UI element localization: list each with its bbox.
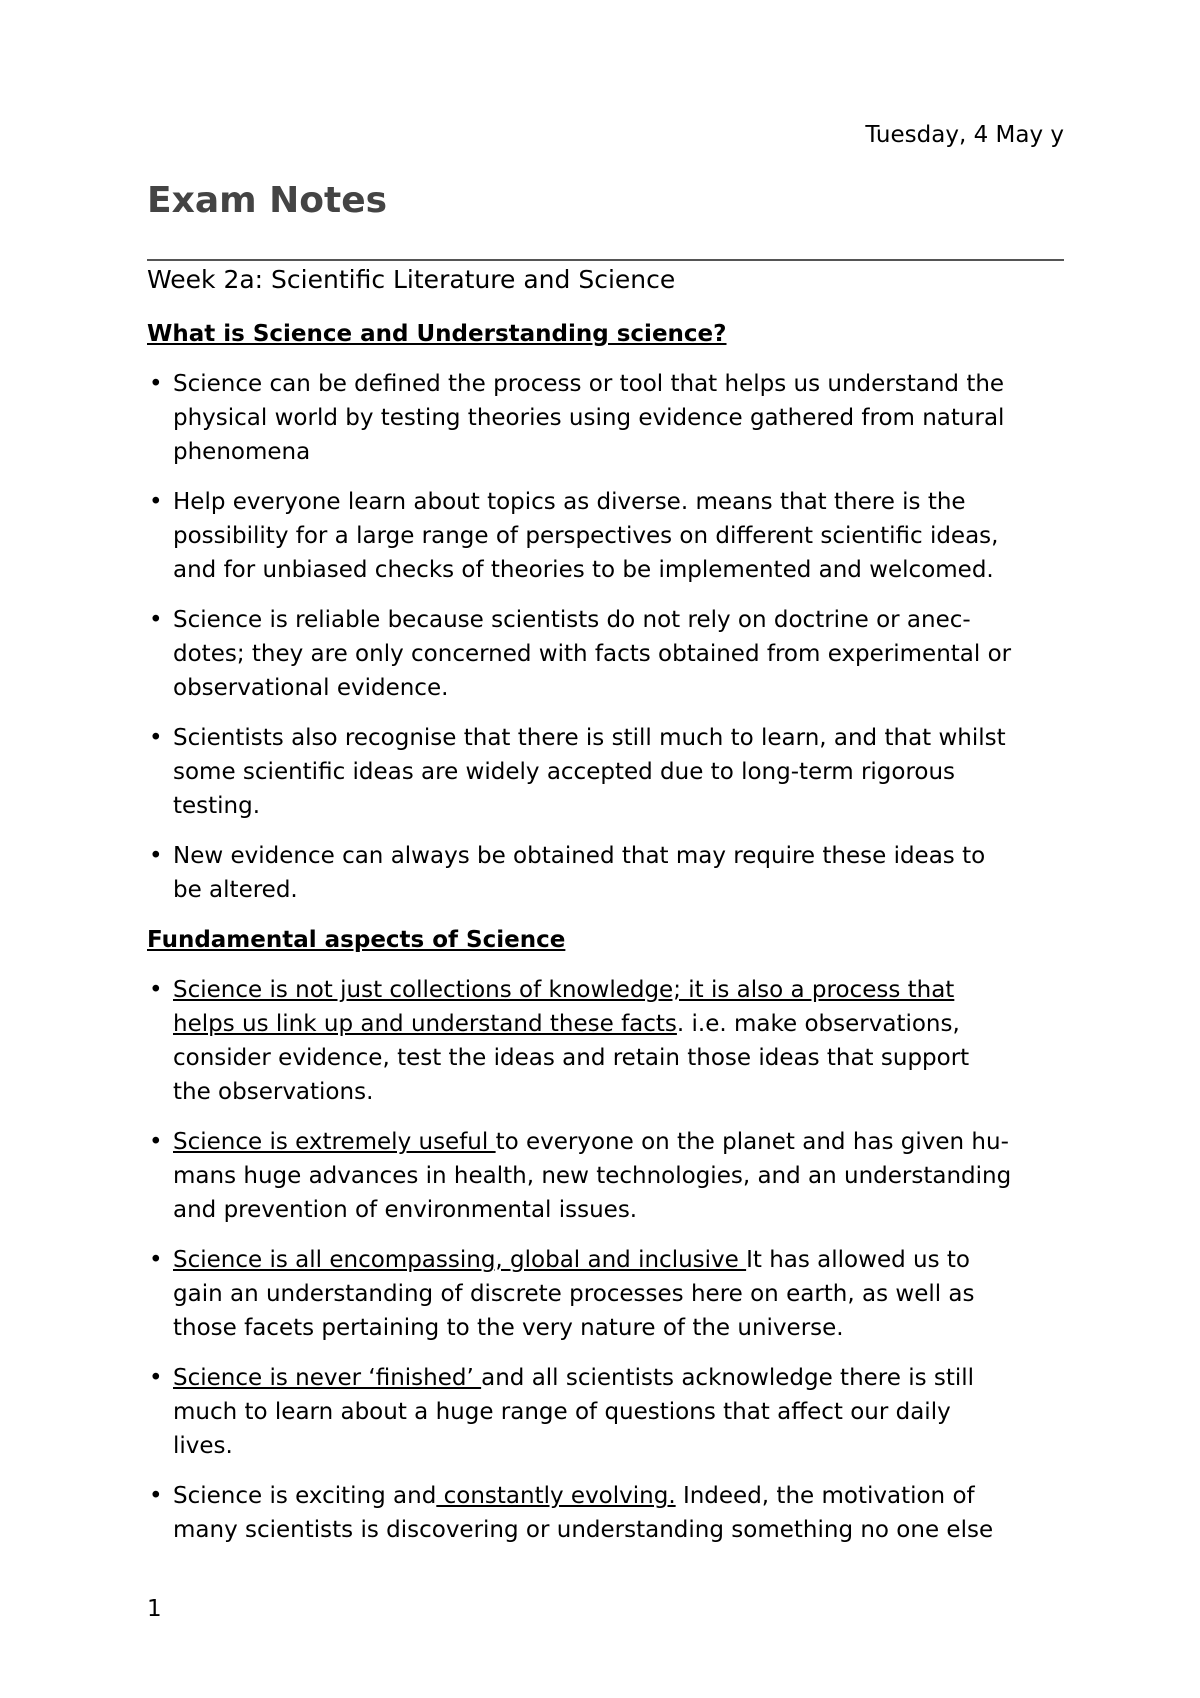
list-item-text-line: some scientific ideas are widely accepted due to long-term rigorous	[173, 759, 956, 785]
text-segment: mans huge advances in health, new technologies, and an understanding	[173, 1163, 1012, 1189]
bullet-point-icon: •	[149, 489, 163, 515]
list-item-text-line: possibility for a large range of perspectives on different scientific ideas,	[173, 523, 999, 549]
bullet-point-icon: •	[149, 1129, 163, 1155]
text-segment: to everyone on the planet and has given hu-	[495, 1129, 1009, 1155]
text-segment: the observations.	[173, 1079, 374, 1105]
bullet-point-icon: •	[149, 607, 163, 633]
bullet-point-icon: •	[149, 725, 163, 751]
list-item-text-line	[173, 1075, 1064, 1109]
list-item-text-line	[173, 1193, 1064, 1227]
text-segment: . i.e. make observations,	[676, 1011, 960, 1037]
underlined-text: constantly evolving.	[436, 1483, 676, 1509]
underlined-text: Science is never ‘finished’	[173, 1365, 482, 1391]
list-item-text-line	[173, 1125, 1064, 1159]
list-item-text-line: observational evidence.	[173, 675, 449, 701]
fundamental-aspects-list	[147, 973, 1064, 1547]
list-item-text-line	[173, 1041, 1064, 1075]
list-item-text-line	[173, 973, 1064, 1007]
bullet-point-icon: •	[149, 371, 163, 397]
text-segment: many scientists is discovering or understanding something no one else	[173, 1517, 994, 1543]
list-item-text-line: Help everyone learn about topics as diverse. means that there is the	[173, 489, 966, 515]
text-segment: It has allowed us to	[746, 1247, 970, 1273]
list-item-text-line	[173, 1243, 1064, 1277]
list-item	[147, 973, 1064, 1109]
list-item-text-line: dotes; they are only concerned with facts obtained from experimental or	[173, 641, 1012, 667]
list-item-text-line	[173, 1007, 1064, 1041]
list-item-text-line: Science can be defined the process or tool that helps us understand the	[173, 371, 1005, 397]
list-item-text-line: and for unbiased checks of theories to be implemented and welcomed.	[173, 557, 994, 583]
list-item-text-line: Scientists also recognise that there is still much to learn, and that whilst	[173, 725, 1006, 751]
list-item-text-line	[173, 1429, 1064, 1463]
list-item-text-line	[173, 1479, 1064, 1513]
list-item	[147, 1125, 1064, 1227]
bullet-point-icon: •	[149, 1247, 163, 1273]
list-item-text-line	[173, 1159, 1064, 1193]
list-item-text-line: New evidence can always be obtained that may require these ideas to	[173, 843, 986, 869]
section-heading-fundamental-aspects: Fundamental aspects of Science	[147, 927, 566, 953]
list-item	[147, 1361, 1064, 1463]
list-item	[147, 839, 1064, 907]
list-item-text-line	[173, 1395, 1064, 1429]
list-item-text-line: physical world by testing theories using evidence gathered from natural	[173, 405, 1005, 431]
underlined-text: helps us link up and understand these facts	[173, 1011, 677, 1037]
list-item-text-line	[173, 1361, 1064, 1395]
underlined-text: Science is not just collections of knowledge; it is also a process that	[173, 977, 955, 1003]
notes-body	[147, 317, 1064, 1563]
text-segment: lives.	[173, 1433, 233, 1459]
list-item	[147, 485, 1064, 587]
section-heading-what-is-science: What is Science and Understanding science?	[147, 321, 727, 347]
list-item	[147, 1243, 1064, 1345]
list-item-text-line	[173, 1513, 1064, 1547]
bullet-point-icon: •	[149, 1483, 163, 1509]
list-item-text-line: testing.	[173, 793, 261, 819]
page-number: 1	[147, 1596, 162, 1622]
document-page	[147, 0, 1064, 1698]
bullet-point-icon: •	[149, 843, 163, 869]
header-date: Tuesday, 4 May y	[865, 122, 1064, 148]
week-heading: Week 2a: Scientific Literature and Science	[147, 265, 676, 294]
text-segment: consider evidence, test the ideas and retain those ideas that support	[173, 1045, 970, 1071]
text-segment: much to learn about a huge range of questions that affect our daily	[173, 1399, 951, 1425]
title-divider	[147, 259, 1064, 261]
list-item-text-line: Science is reliable because scientists do not rely on doctrine or anec-	[173, 607, 971, 633]
list-item	[147, 603, 1064, 705]
list-item	[147, 721, 1064, 823]
bullet-point-icon: •	[149, 1365, 163, 1391]
list-item	[147, 367, 1064, 469]
bullet-point-icon: •	[149, 977, 163, 1003]
text-segment: and prevention of environmental issues.	[173, 1197, 638, 1223]
text-segment: Indeed, the motivation of	[675, 1483, 975, 1509]
underlined-text: Science is all encompassing, global and inclusive	[173, 1247, 747, 1273]
text-segment: and all scientists acknowledge there is still	[481, 1365, 975, 1391]
underlined-text: Science is extremely useful	[173, 1129, 496, 1155]
list-item-text-line	[173, 1277, 1064, 1311]
document-title: Exam Notes	[147, 180, 388, 221]
list-item	[147, 1479, 1064, 1547]
list-item-text-line	[173, 1311, 1064, 1345]
text-segment: Science is exciting and	[173, 1483, 437, 1509]
list-item-text-line: be altered.	[173, 877, 298, 903]
text-segment: gain an understanding of discrete processes here on earth, as well as	[173, 1281, 975, 1307]
list-item-text-line: phenomena	[173, 439, 311, 465]
text-segment: those facets pertaining to the very nature of the universe.	[173, 1315, 844, 1341]
what-is-science-list	[147, 367, 1064, 907]
